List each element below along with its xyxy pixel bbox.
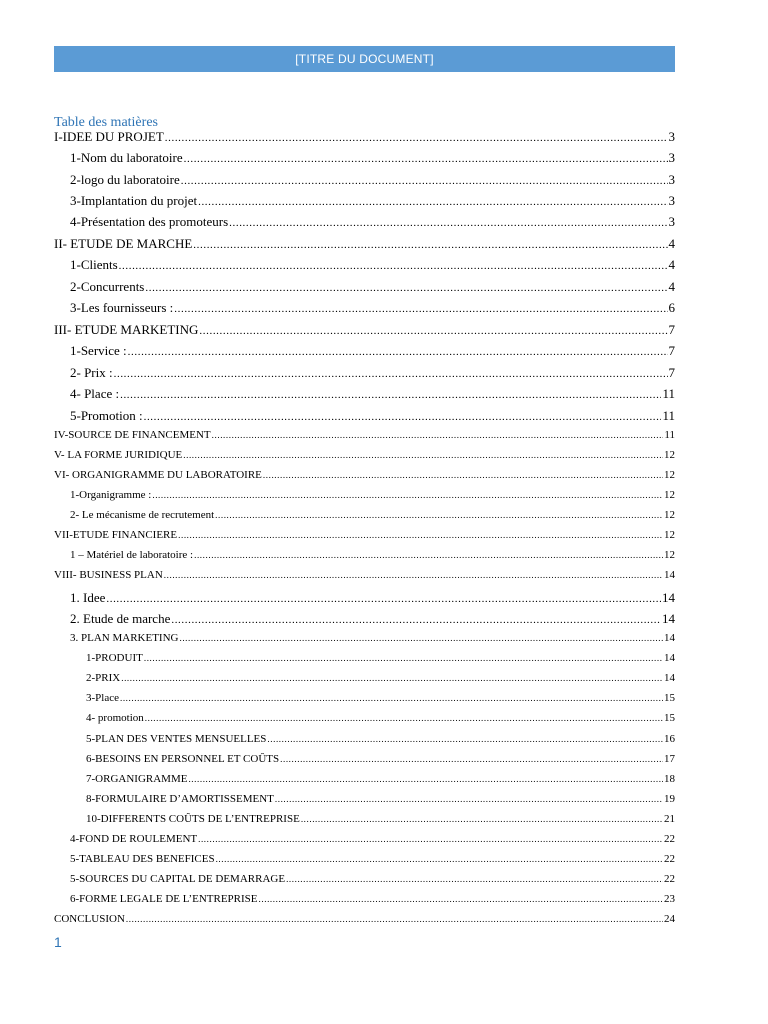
toc-entry-page: 6 (668, 300, 675, 315)
toc-leader (229, 217, 667, 229)
toc-entry-page: 24 (664, 913, 675, 925)
toc-entry[interactable] (54, 129, 675, 149)
toc-leader (212, 430, 664, 440)
toc-entry-page: 14 (664, 652, 675, 664)
toc-leader (301, 814, 663, 824)
toc-leader (121, 673, 663, 683)
toc-entry-title: 1 – Matériel de laboratoire : (70, 549, 194, 561)
toc-leader (181, 175, 668, 187)
toc-leader (106, 593, 661, 605)
toc-entry[interactable] (70, 214, 675, 234)
toc-entry-page: 3 (668, 150, 675, 165)
toc-entry-title: 1-Organigramme : (70, 489, 152, 501)
toc-entry-page: 7 (668, 343, 675, 358)
toc-entry-title: 1. Idee (70, 590, 106, 605)
toc-entry-title: 2-PRIX (86, 672, 121, 684)
toc-leader (267, 734, 663, 744)
toc-entry-title: 2- Le mécanisme de recrutement (70, 509, 215, 521)
toc-entry-title: 2-Concurrents (70, 279, 145, 294)
toc-entry-page: 15 (664, 712, 675, 724)
toc-entry[interactable] (70, 489, 675, 509)
toc-entry-title: 1-Clients (70, 257, 118, 272)
toc-entry[interactable] (86, 793, 675, 813)
toc-entry-page: 12 (664, 549, 675, 561)
toc-entry-page: 15 (664, 692, 675, 704)
toc-entry-page: 4 (668, 236, 675, 251)
toc-entry[interactable] (54, 429, 675, 449)
toc-leader (144, 653, 663, 663)
toc-entry-page: 12 (664, 489, 675, 501)
toc-entry-page: 19 (664, 793, 675, 805)
toc-entry[interactable] (86, 712, 675, 732)
toc-entry-title: IV-SOURCE DE FINANCEMENT (54, 429, 211, 441)
toc-leader (179, 633, 663, 643)
toc-entry-title: 2- Prix : (70, 365, 113, 380)
toc-leader (216, 854, 663, 864)
toc-entry-page: 11 (662, 408, 675, 423)
toc-leader (286, 874, 663, 884)
toc-entry-title: 5-PLAN DES VENTES MENSUELLES (86, 733, 267, 745)
toc-entry[interactable] (54, 913, 675, 933)
toc-entry-page: 3 (668, 193, 675, 208)
toc-entry-title: II- ETUDE DE MARCHE (54, 236, 193, 251)
toc-entry-page: 16 (664, 733, 675, 745)
toc-entry-title: 10-DIFFERENTS COÛTS DE L’ENTREPRISE (86, 813, 300, 825)
toc-entry-title: V- LA FORME JURIDIQUE (54, 449, 183, 461)
toc-entry[interactable] (70, 343, 675, 363)
toc-entry[interactable] (70, 172, 675, 192)
toc-entry[interactable] (70, 833, 675, 853)
toc-entry-page: 22 (664, 833, 675, 845)
toc-entry-page: 4 (668, 257, 675, 272)
toc-entry-page: 21 (664, 813, 675, 825)
toc-leader (178, 530, 663, 540)
toc-entry[interactable] (70, 257, 675, 277)
toc-leader (119, 260, 668, 272)
toc-entry-page: 14 (662, 590, 675, 605)
toc-entry-title: 5-TABLEAU DES BENEFICES (70, 853, 215, 865)
toc-entry[interactable] (70, 193, 675, 213)
toc-leader (120, 389, 661, 401)
toc-entry-title: 4- promotion (86, 712, 144, 724)
toc-leader (259, 894, 663, 904)
toc-entry-title: 5-Promotion : (70, 408, 143, 423)
toc-entry-title: CONCLUSION (54, 913, 125, 925)
toc-entry-page: 7 (668, 365, 675, 380)
toc-entry-title: 3-Place (86, 692, 119, 704)
toc-entry-page: 3 (668, 172, 675, 187)
toc-entry[interactable] (70, 365, 675, 385)
toc-leader (188, 774, 663, 784)
toc-entry-page: 12 (664, 509, 675, 521)
toc-entry[interactable] (54, 236, 675, 256)
toc-entry-title: III- ETUDE MARKETING (54, 322, 199, 337)
toc-entry[interactable] (70, 853, 675, 873)
toc-entry[interactable] (54, 449, 675, 469)
toc-entry[interactable] (70, 386, 675, 406)
toc-entry-page: 23 (664, 893, 675, 905)
toc-entry-page: 14 (662, 611, 675, 626)
toc-leader (164, 570, 663, 580)
toc-entry-title: 3-Les fournisseurs : (70, 300, 174, 315)
document-title: [TITRE DU DOCUMENT] (295, 52, 434, 66)
toc-entry[interactable] (70, 893, 675, 913)
toc-entry[interactable] (70, 590, 675, 610)
toc-leader (275, 794, 663, 804)
toc-entry-page: 14 (664, 632, 675, 644)
toc-entry-title: 2-logo du laboratoire (70, 172, 180, 187)
toc-entry-page: 17 (664, 753, 675, 765)
toc-entry[interactable] (54, 569, 675, 589)
toc-entry-title: 4- Place : (70, 386, 120, 401)
toc-leader (174, 303, 667, 315)
toc-leader (128, 346, 668, 358)
toc-leader (126, 914, 663, 924)
toc-entry-title: 7-ORGANIGRAMME (86, 773, 188, 785)
toc-entry-title: I-IDEE DU PROJET (54, 129, 164, 144)
toc-entry[interactable] (70, 279, 675, 299)
toc-entry-page: 11 (662, 386, 675, 401)
toc-entry[interactable] (70, 408, 675, 428)
toc-leader (184, 153, 668, 165)
toc-leader (194, 550, 663, 560)
toc-entry-title: 6-BESOINS EN PERSONNEL ET COÛTS (86, 753, 280, 765)
toc-entry-title: 2. Etude de marche (70, 611, 171, 626)
toc-entry-title: 3. PLAN MARKETING (70, 632, 179, 644)
toc-entry[interactable] (86, 813, 675, 833)
toc-entry-title: VIII- BUSINESS PLAN (54, 569, 163, 581)
toc-entry-page: 22 (664, 873, 675, 885)
toc-entry[interactable] (70, 611, 675, 631)
toc-entry-page: 14 (664, 569, 675, 581)
toc-leader (152, 490, 663, 500)
toc-leader (199, 325, 667, 337)
toc-leader (144, 411, 662, 423)
toc-entry[interactable] (70, 873, 675, 893)
toc-entry-page: 12 (664, 529, 675, 541)
toc-entry-page: 3 (668, 214, 675, 229)
toc-entry-title: 3-Implantation du projet (70, 193, 198, 208)
toc-leader (198, 834, 663, 844)
toc-leader (171, 614, 661, 626)
toc-entry-title: 4-FOND DE ROULEMENT (70, 833, 198, 845)
toc-entry-title: 6-FORME LEGALE DE L’ENTREPRISE (70, 893, 258, 905)
toc-leader (263, 470, 663, 480)
toc-leader (280, 754, 663, 764)
toc-heading: Table des matières (54, 115, 158, 130)
toc-entry-page: 11 (664, 429, 675, 441)
toc-entry[interactable] (70, 549, 675, 569)
toc-entry-page: 7 (668, 322, 675, 337)
toc-entry-title: 5-SOURCES DU CAPITAL DE DEMARRAGE (70, 873, 286, 885)
toc-leader (193, 239, 667, 251)
toc-entry-page: 14 (664, 672, 675, 684)
toc-entry-title: VII-ETUDE FINANCIERE (54, 529, 178, 541)
toc-entry[interactable] (70, 150, 675, 170)
toc-entry[interactable] (86, 733, 675, 753)
toc-leader (120, 693, 663, 703)
toc-entry-title: VI- ORGANIGRAMME DU LABORATOIRE (54, 469, 262, 481)
toc-entry[interactable] (86, 692, 675, 712)
toc-leader (114, 368, 668, 380)
toc-entry-page: 12 (664, 449, 675, 461)
page-number: 1 (54, 934, 62, 950)
toc-leader (183, 450, 663, 460)
toc-entry[interactable] (54, 322, 675, 342)
toc-leader (215, 510, 663, 520)
toc-leader (145, 282, 667, 294)
toc-entry[interactable] (86, 753, 675, 773)
toc-entry[interactable] (86, 773, 675, 793)
toc-entry-page: 22 (664, 853, 675, 865)
toc-entry[interactable] (54, 529, 675, 549)
toc-entry[interactable] (70, 300, 675, 320)
toc-leader (145, 713, 663, 723)
toc-entry[interactable] (86, 672, 675, 692)
toc-leader (165, 132, 668, 144)
toc-entry-page: 18 (664, 773, 675, 785)
toc-entry-page: 12 (664, 469, 675, 481)
toc-entry[interactable] (86, 652, 675, 672)
toc-entry-title: 1-PRODUIT (86, 652, 143, 664)
toc-entry[interactable] (54, 469, 675, 489)
toc-entry[interactable] (70, 632, 675, 652)
toc-entry-title: 1-Service : (70, 343, 127, 358)
toc-leader (198, 196, 667, 208)
toc-entry-title: 1-Nom du laboratoire (70, 150, 183, 165)
toc-entry-page: 3 (668, 129, 675, 144)
toc-entry-title: 8-FORMULAIRE D’AMORTISSEMENT (86, 793, 274, 805)
toc-entry-title: 4-Présentation des promoteurs (70, 214, 229, 229)
toc-entry[interactable] (70, 509, 675, 529)
toc-entry-page: 4 (668, 279, 675, 294)
